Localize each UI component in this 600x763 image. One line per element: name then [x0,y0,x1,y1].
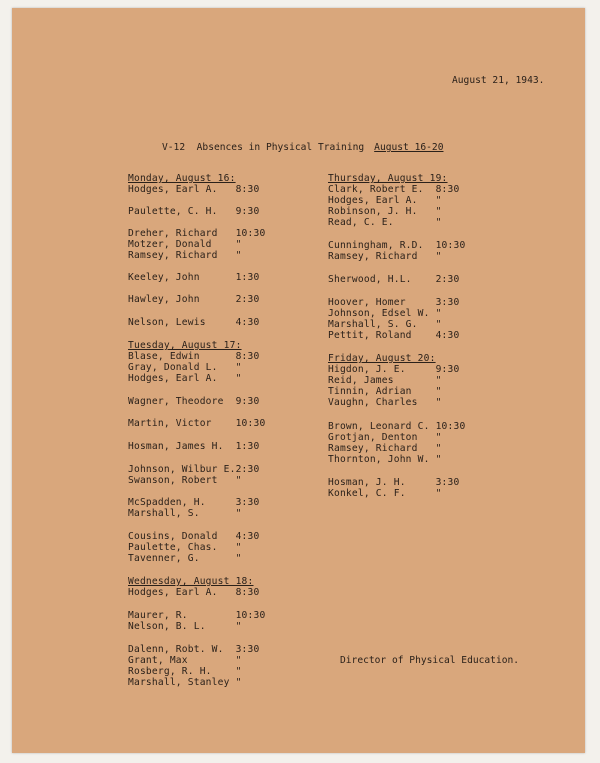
absence-entry: Grant, Max " [128,655,242,666]
signature-line: Director of Physical Education. [340,655,520,666]
title-date-range: August 16-20 [374,142,444,153]
absence-entry: Nelson, B. L. " [128,621,242,632]
absence-entry: Motzer, Donald " [128,239,242,250]
absence-entry: Higdon, J. E. 9:30 [328,364,460,375]
absence-entry: Hosman, J. H. 3:30 [328,477,460,488]
title-text: V-12 Absences in Physical Training [162,142,365,153]
absence-entry: Paulette, Chas. " [128,542,242,553]
absence-entry: Gray, Donald L. " [128,362,242,373]
absence-entry: Paulette, C. H. 9:30 [128,206,260,217]
absence-entry: Cousins, Donald 4:30 [128,531,260,542]
absence-entry: Marshall, Stanley " [128,677,242,688]
absence-entry: Clark, Robert E. 8:30 [328,184,460,195]
absence-entry: Brown, Leonard C. 10:30 [328,421,466,432]
day-heading: Friday, August 20: [328,353,436,364]
absence-entry: Johnson, Wilbur E.2:30 [128,464,260,475]
absence-entry: Sherwood, H.L. 2:30 [328,274,460,285]
absence-entry: Hodges, Earl A. 8:30 [128,587,260,598]
absence-entry: Nelson, Lewis 4:30 [128,317,260,328]
absence-entry: Hawley, John 2:30 [128,294,260,305]
absence-entry: Wagner, Theodore 9:30 [128,396,260,407]
absence-entry: Ramsey, Richard " [328,443,442,454]
absence-entry: Cunningham, R.D. 10:30 [328,240,466,251]
absence-entry: Hoover, Homer 3:30 [328,297,460,308]
absence-entry: Grotjan, Denton " [328,432,442,443]
absence-entry: Konkel, C. F. " [328,488,442,499]
document-title [162,142,443,153]
absence-entry: Dalenn, Robt. W. 3:30 [128,644,260,655]
absence-entry: Swanson, Robert " [128,475,242,486]
absence-entry: Vaughn, Charles " [328,397,442,408]
absence-entry: Robinson, J. H. " [328,206,442,217]
absence-entry: Ramsey, Richard " [328,251,442,262]
day-heading: Monday, August 16: [128,173,236,184]
day-heading: Tuesday, August 17: [128,340,242,351]
absence-entry: Tinnin, Adrian " [328,386,442,397]
absence-entry: Pettit, Roland 4:30 [328,330,460,341]
absence-entry: Rosberg, R. H. " [128,666,242,677]
absence-entry: Thornton, John W. " [328,454,442,465]
absence-entry: Marshall, S. G. " [328,319,442,330]
absence-entry: Johnson, Edsel W. " [328,308,442,319]
absence-entry: Hodges, Earl A. " [128,373,242,384]
absence-entry: Blase, Edwin 8:30 [128,351,260,362]
absence-entry: Maurer, R. 10:30 [128,610,266,621]
absence-entry: Martin, Victor 10:30 [128,418,266,429]
absence-entry: Keeley, John 1:30 [128,272,260,283]
absence-entry: Hosman, James H. 1:30 [128,441,260,452]
absence-entry: Ramsey, Richard " [128,250,242,261]
absence-entry: Read, C. E. " [328,217,442,228]
document-date: August 21, 1943. [452,75,545,86]
day-heading: Thursday, August 19: [328,173,448,184]
absence-entry: McSpadden, H. 3:30 [128,497,260,508]
absence-entry: Hodges, Earl A. " [328,195,442,206]
day-heading: Wednesday, August 18: [128,576,254,587]
absence-entry: Reid, James " [328,375,442,386]
absence-entry: Hodges, Earl A. 8:30 [128,184,260,195]
absence-entry: Dreher, Richard 10:30 [128,228,266,239]
typed-document-page [12,8,585,753]
absence-entry: Tavenner, G. " [128,553,242,564]
absence-entry: Marshall, S. " [128,508,242,519]
